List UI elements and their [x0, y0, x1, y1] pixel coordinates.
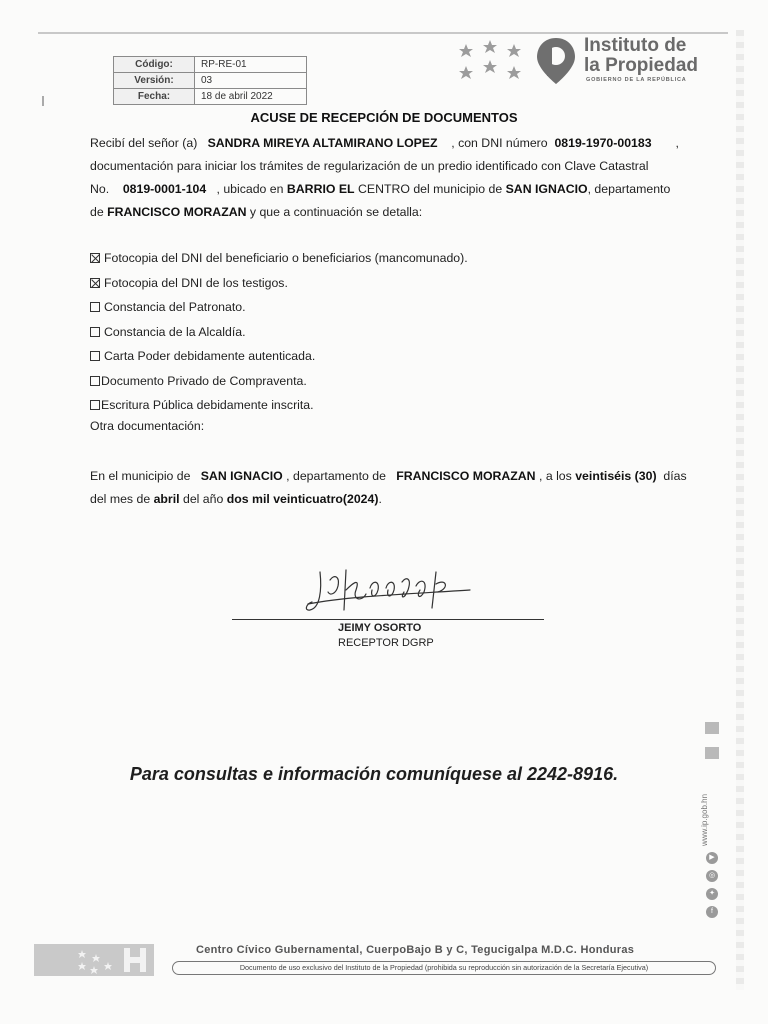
- checklist-item: [90, 246, 468, 271]
- checklist-item: [90, 344, 468, 369]
- top-rule: [38, 32, 728, 34]
- department: FRANCISCO MORAZAN: [107, 205, 247, 219]
- website[interactable]: www.ip.gob.hn: [700, 793, 709, 847]
- department: FRANCISCO MORAZAN: [396, 469, 536, 483]
- text: , ubicado en: [216, 182, 284, 196]
- checklist-label: Documento Privado de Compraventa.: [101, 373, 307, 388]
- control-value: RP-RE-01: [195, 57, 307, 73]
- text: No.: [90, 182, 110, 196]
- logo-line-1: Instituto de: [584, 35, 687, 56]
- text: días: [663, 469, 687, 483]
- text: .: [378, 492, 382, 506]
- checklist-label: Fotocopia del DNI de los testigos.: [104, 275, 288, 290]
- month: abril: [153, 492, 180, 506]
- institution-logo: [456, 36, 728, 86]
- control-row: [114, 57, 307, 73]
- location-pin-icon: [534, 36, 578, 86]
- checklist-item: [90, 320, 468, 345]
- instagram-icon[interactable]: ◎: [706, 870, 718, 882]
- applicant-dni: 0819-1970-00183: [554, 136, 652, 150]
- logo-subtitle: GOBIERNO DE LA REPÚBLICA: [586, 77, 687, 83]
- empty-box-icon[interactable]: [90, 302, 100, 312]
- checklist-label: Fotocopia del DNI del beneficiario o beneficiarios (mancomunado).: [104, 251, 468, 265]
- checklist-label: Escritura Pública debidamente inscrita.: [101, 398, 314, 412]
- checklist-item: [90, 271, 468, 296]
- signer-role: RECEPTOR DGRP: [338, 637, 434, 649]
- social-icons: [706, 852, 720, 924]
- empty-box-icon[interactable]: [90, 376, 100, 386]
- day: veintiséis (30): [575, 469, 657, 483]
- control-value: 18 de abril 2022: [195, 89, 307, 105]
- checklist-label: Constancia del Patronato.: [104, 300, 246, 314]
- checked-box-icon[interactable]: [90, 253, 100, 263]
- control-label: Código:: [114, 57, 195, 73]
- municipality: SAN IGNACIO: [505, 182, 588, 196]
- text: , a los: [538, 469, 572, 483]
- gray-square-icon: [705, 747, 719, 759]
- year: dos mil veinticuatro(2024): [226, 492, 379, 506]
- text: ,: [675, 136, 679, 150]
- text: , departamento de: [286, 469, 386, 483]
- footer-address: Centro Cívico Gubernamental, CuerpoBajo B y C, Tegucigalpa M.D.C. Honduras: [196, 944, 635, 956]
- text: del año: [182, 492, 224, 506]
- text: , departamento: [587, 182, 671, 196]
- footer-note: Documento de uso exclusivo del Instituto de la Propiedad (prohibida su reproducción sin autorización de la Secretaría Ejecutiva): [172, 961, 716, 975]
- text: , con DNI número: [451, 136, 548, 150]
- empty-box-icon[interactable]: [90, 400, 100, 410]
- checklist-label: Carta Poder debidamente autenticada.: [104, 349, 316, 363]
- control-row: [114, 73, 307, 89]
- checklist-item: [90, 295, 468, 320]
- signature-line: [232, 619, 544, 620]
- text: del mes de: [90, 492, 151, 506]
- empty-box-icon[interactable]: [90, 351, 100, 361]
- applicant-name: SANDRA MIREYA ALTAMIRANO LOPEZ: [207, 136, 438, 150]
- side-decoration: [705, 722, 721, 772]
- signer-name: JEIMY OSORTO: [338, 622, 422, 634]
- margin-mark: [42, 96, 44, 106]
- contact-info: Para consultas e información comuníquese al 2242-8916.: [129, 764, 619, 784]
- closing-line-1: [90, 465, 700, 488]
- intro-line-3: [90, 178, 700, 201]
- empty-box-icon[interactable]: [90, 327, 100, 337]
- document-title: ACUSE DE RECEPCIÓN DE DOCUMENTOS: [250, 110, 518, 125]
- text: de: [90, 205, 104, 219]
- gray-square-icon: [705, 722, 719, 734]
- intro-line-4: [90, 201, 700, 224]
- twitter-icon[interactable]: ✦: [706, 888, 718, 900]
- logo-title: [584, 36, 698, 76]
- control-row: [114, 89, 307, 105]
- checklist-item: [90, 369, 468, 394]
- scan-edge: [736, 30, 744, 990]
- document-control-table: [113, 56, 307, 105]
- control-value: 03: [195, 73, 307, 89]
- checklist-item: [90, 393, 468, 418]
- text: y que a continuación se detalla:: [249, 205, 423, 219]
- intro-line-2: documentación para iniciar los trámites de regularización de un predio identificado con Clave Catastral: [90, 159, 649, 173]
- handwritten-signature: [300, 560, 480, 620]
- checklist-label: Constancia de la Alcaldía.: [104, 324, 246, 339]
- municipality: SAN IGNACIO: [200, 469, 283, 483]
- text: En el municipio de: [90, 469, 191, 483]
- closing-paragraph: [90, 465, 700, 511]
- closing-line-2: [90, 488, 700, 511]
- facebook-icon[interactable]: f: [706, 906, 718, 918]
- barrio: BARRIO EL: [286, 182, 355, 196]
- document-checklist: [90, 246, 468, 418]
- control-label: Fecha:: [114, 89, 195, 105]
- intro-line-1: [90, 132, 700, 155]
- text: CENTRO del municipio de: [357, 182, 503, 196]
- checked-box-icon[interactable]: [90, 278, 100, 288]
- text: Recibí del señor (a): [90, 136, 198, 150]
- logo-line-2: la Propiedad: [584, 55, 699, 76]
- cadastral-key: 0819-0001-104: [122, 182, 207, 196]
- control-label: Versión:: [114, 73, 195, 89]
- intro-paragraph: [90, 132, 700, 224]
- other-docs-label: Otra documentación:: [90, 419, 205, 433]
- government-h-logo: [34, 944, 154, 976]
- youtube-icon[interactable]: ▶: [706, 852, 718, 864]
- stars-icon: [456, 40, 526, 84]
